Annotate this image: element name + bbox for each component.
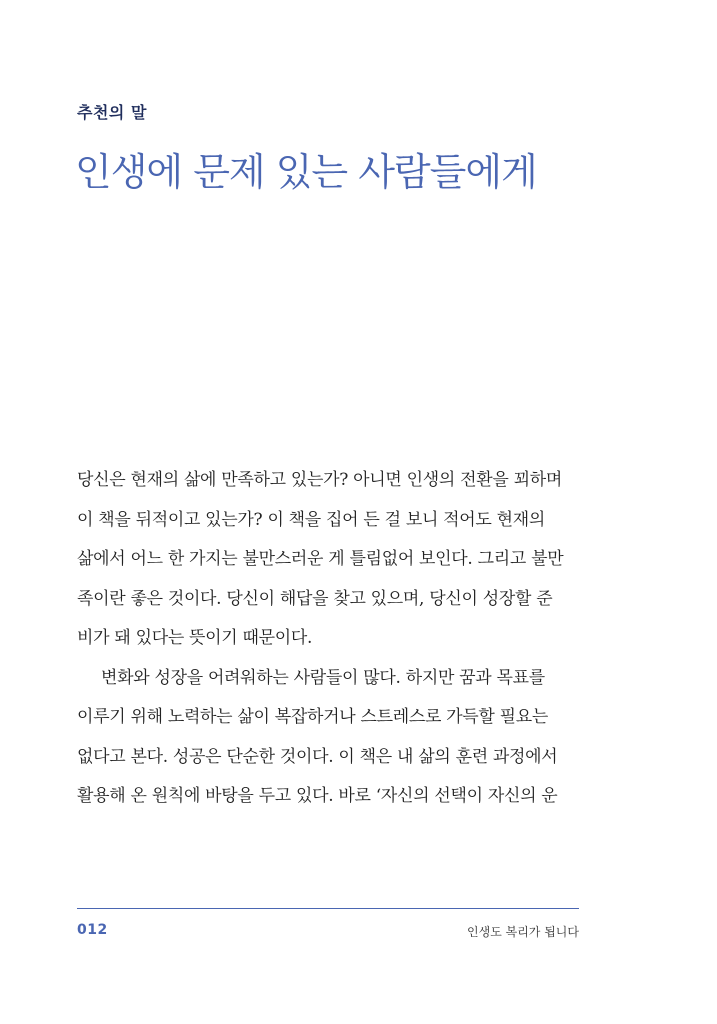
body-line: 없다고 본다. 성공은 단순한 것이다. 이 책은 내 삶의 훈련 과정에서	[77, 746, 558, 767]
page-number: 012	[77, 922, 108, 938]
body-line: 삶에서 어느 한 가지는 불만스러운 게 틀림없어 보인다. 그리고 불만	[77, 549, 564, 569]
body-line: 당신은 현재의 삶에 만족하고 있는가? 아니면 인생의 전환을 꾀하며	[77, 470, 562, 490]
footer-divider	[77, 908, 579, 909]
section-label: 추천의 말	[77, 103, 147, 122]
body-line: 이루기 위해 노력하는 삶이 복잡하거나 스트레스로 가득할 필요는	[77, 707, 549, 727]
body-line: 비가 돼 있다는 뜻이기 때문이다.	[77, 628, 313, 648]
body-line: 변화와 성장을 어려워하는 사람들이 많다. 하지만 꿈과 목표를	[101, 667, 545, 688]
body-line: 이 책을 뒤적이고 있는가? 이 책을 집어 든 걸 보니 적어도 현재의	[77, 509, 546, 530]
chapter-title: 인생에 문제 있는 사람들에게	[75, 150, 537, 194]
body-line: 족이란 좋은 것이다. 당신이 해답을 찾고 있으며, 당신이 성장할 준	[77, 588, 553, 609]
body-line: 활용해 온 원칙에 바탕을 두고 있다. 바로 ‘자신의 선택이 자신의 운	[77, 786, 558, 806]
running-title: 인생도 복리가 됩니다	[467, 925, 579, 939]
body-text	[77, 461, 580, 817]
